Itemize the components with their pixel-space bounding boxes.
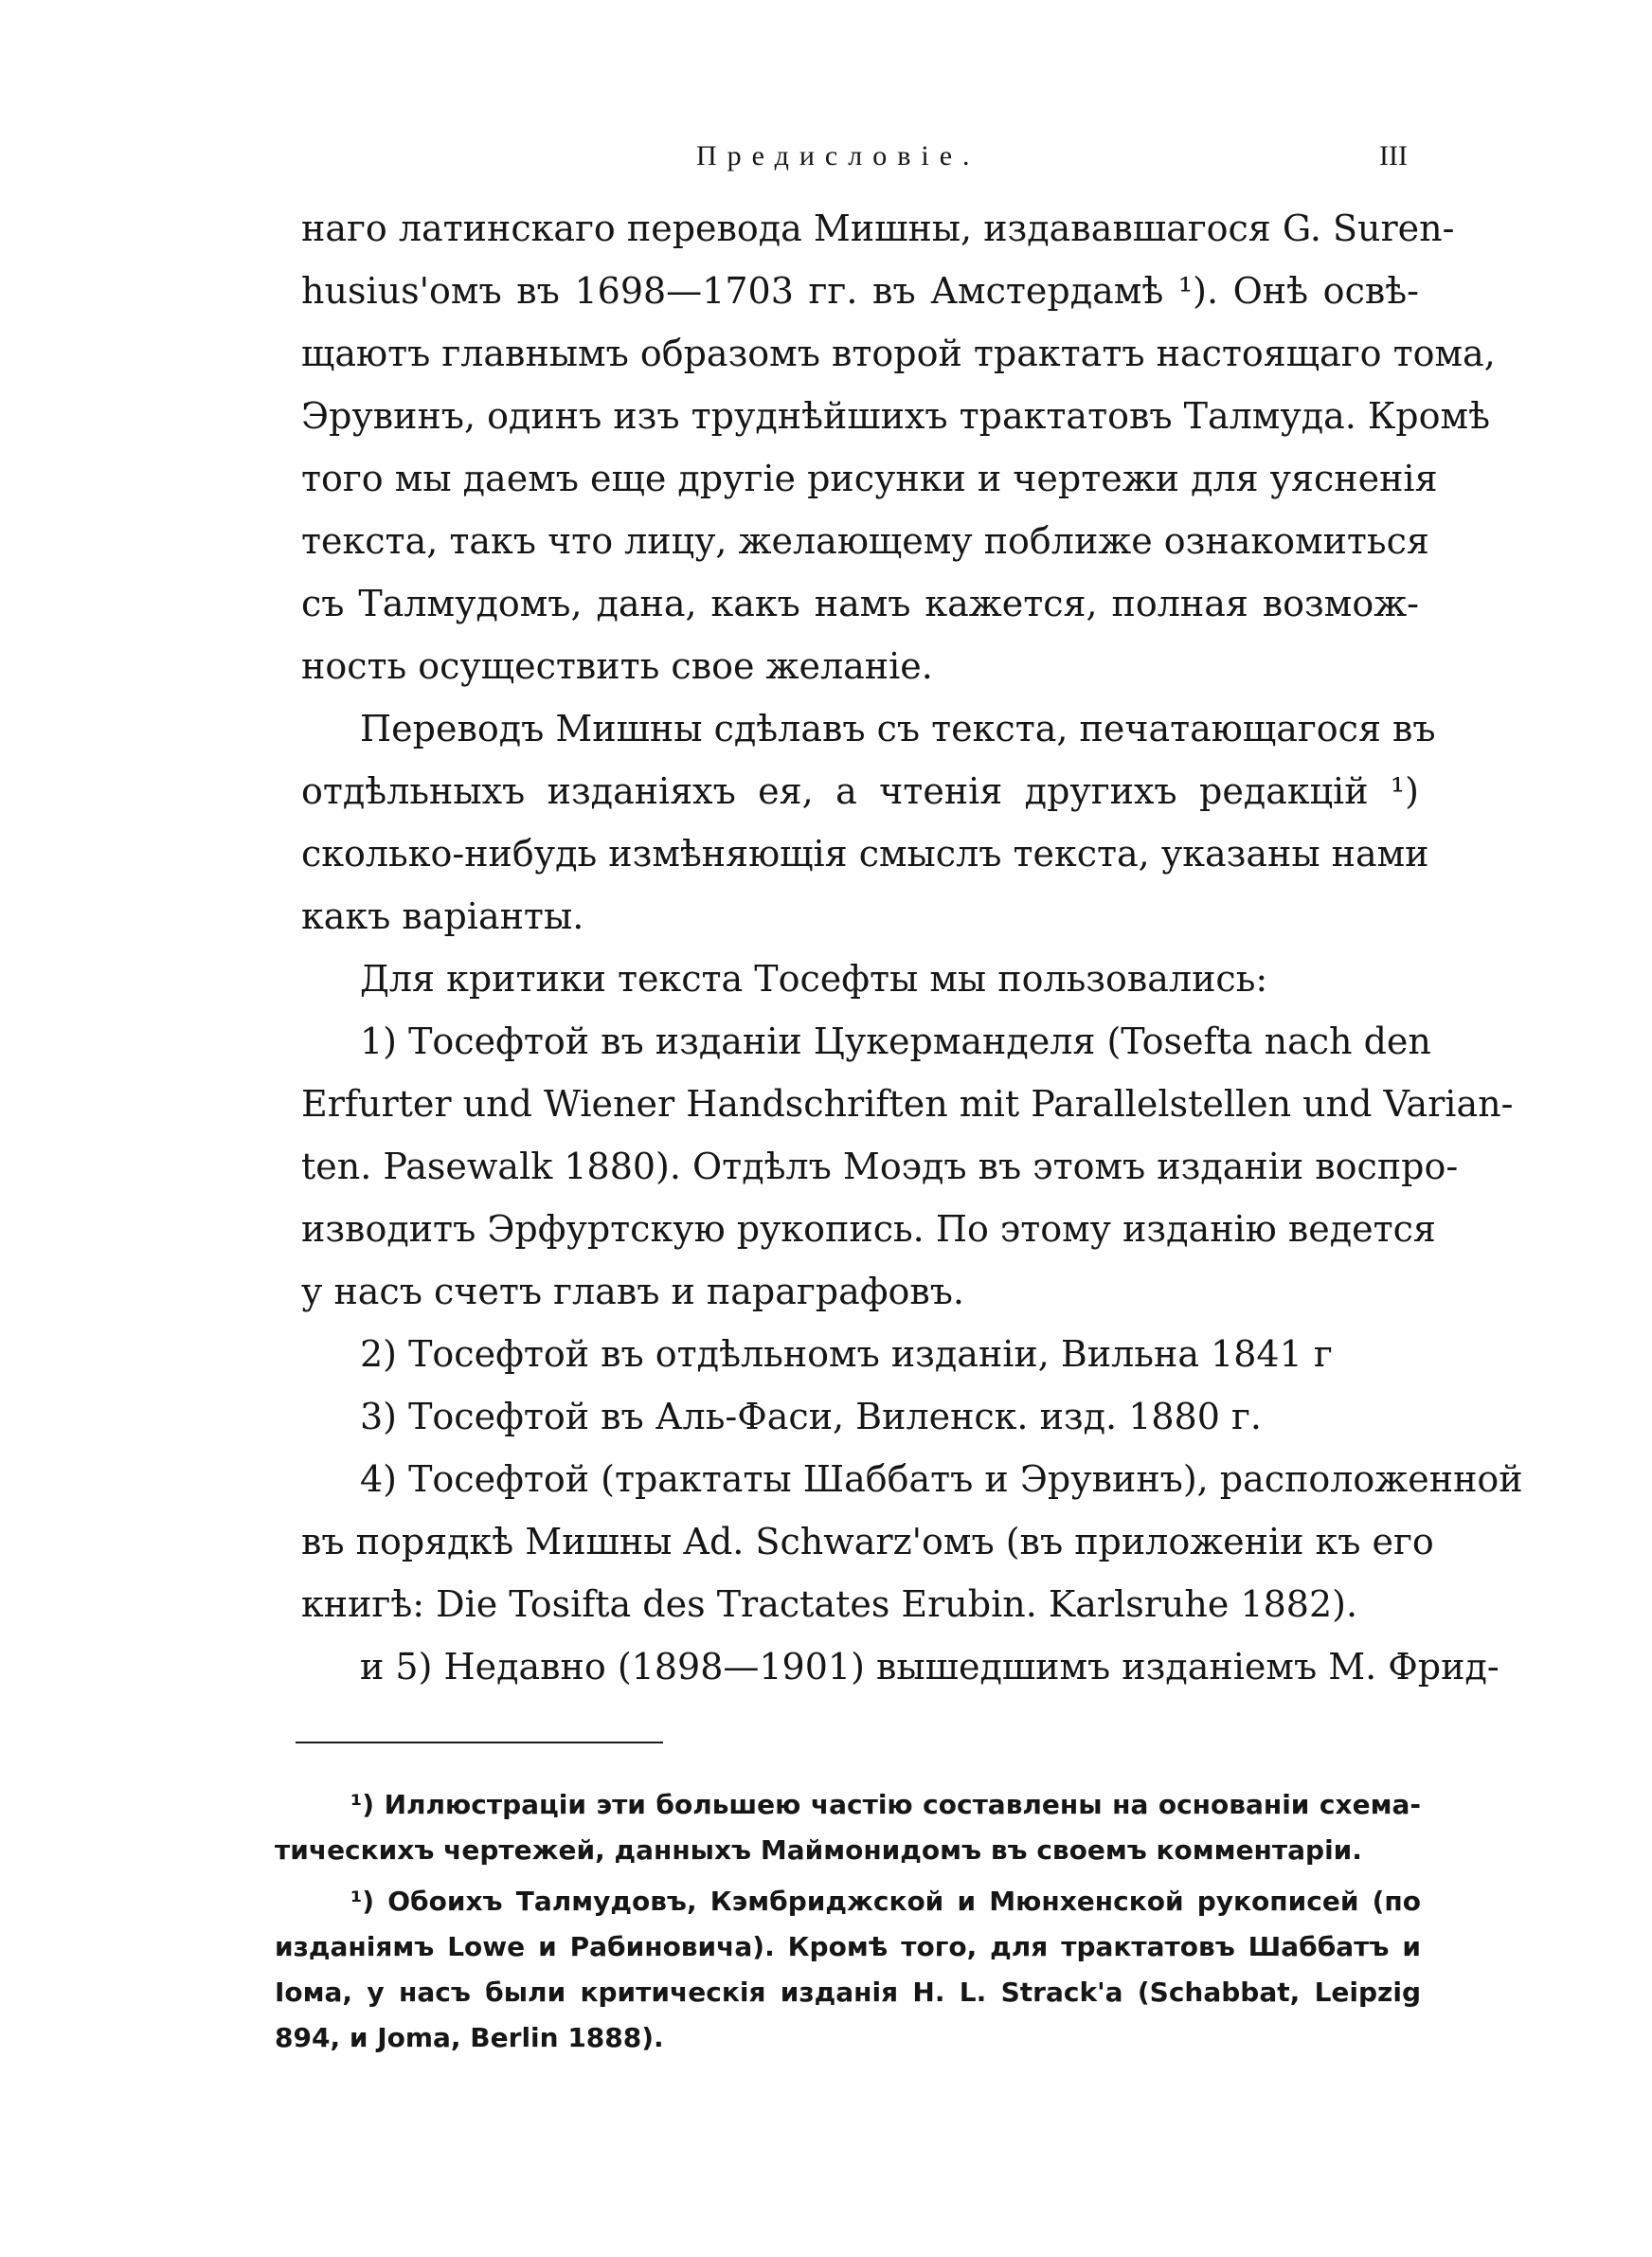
text-line: ность осуществить свое желаніе.: [301, 645, 933, 687]
text-line: Для критики текста Тосефты мы пользовались:: [360, 958, 1268, 1000]
text-line: husius'омъ въ 1698—1703 гг. въ Амстердамѣ ¹). Онѣ освѣ-: [301, 270, 1419, 312]
text-line: того мы даемъ еще другіе рисунки и чертежи для уясненія: [301, 458, 1438, 499]
text-line: Erfurter und Wiener Handschriften mit Parallelstellen und Varian-: [301, 1083, 1514, 1125]
text-line: у насъ счетъ главъ и параграфовъ.: [301, 1271, 965, 1312]
text-line: 1) Тосефтой въ изданіи Цукерманделя (Tosefta nach den: [360, 1020, 1431, 1062]
text-line: въ порядкѣ Мишны Ad. Schwarz'омъ (въ приложеніи къ его: [301, 1521, 1434, 1562]
footnote-divider: [296, 1742, 663, 1743]
text-line: ten. Pasewalk 1880). Отдѣлъ Моэдъ въ этомъ изданіи воспро-: [301, 1146, 1459, 1187]
text-line: сколько-нибудь измѣняющія смыслъ текста, указаны нами: [301, 833, 1429, 875]
text-line: Переводъ Мишны сдѣлавъ съ текста, печатающагося въ: [360, 708, 1436, 749]
text-line: 4) Тосефтой (трактаты Шаббатъ и Эрувинъ), расположенной: [360, 1458, 1523, 1500]
page-number: III: [1379, 140, 1408, 172]
text-line: текста, такъ что лицу, желающему поближе ознакомиться: [301, 520, 1429, 562]
text-line: изводитъ Эрфуртскую рукопись. По этому изданію ведется: [301, 1208, 1436, 1250]
text-line: книгѣ: Die Tosifta des Tractates Erubin. Karlsruhe 1882).: [301, 1583, 1358, 1625]
footnote-line: ¹) Иллюстраціи эти большею частію составлены на основаніи схема-: [350, 1789, 1421, 1820]
text-line: Эрувинъ, одинъ изъ труднѣйшихъ трактатовъ Талмуда. Кромѣ: [301, 395, 1490, 437]
text-line: 3) Тосефтой въ Аль-Фаси, Виленск. изд. 1880 г.: [360, 1396, 1262, 1437]
footnote-line: 894, и Joma, Berlin 1888).: [275, 2022, 664, 2053]
text-line: и 5) Недавно (1898—1901) вышедшимъ изданіемъ М. Фрид-: [360, 1646, 1499, 1688]
text-line: наго латинскаго перевода Мишны, издававшагося G. Suren-: [301, 208, 1455, 249]
footnote-line: ¹) Обоихъ Талмудовъ, Кэмбриджской и Мюнхенской рукописей (по: [350, 1886, 1421, 1917]
text-line: какъ варіанты.: [301, 895, 584, 937]
running-title: Предисловіе.: [696, 140, 980, 172]
text-line: щаютъ главнымъ образомъ второй трактатъ настоящаго тома,: [301, 333, 1496, 374]
text-line: съ Талмудомъ, дана, какъ намъ кажется, полная возмож-: [301, 583, 1419, 624]
footnote-line: изданіямъ Lowe и Рабиновича). Кромѣ того, для трактатовъ Шаббатъ и: [275, 1931, 1421, 1962]
text-line: 2) Тосефтой въ отдѣльномъ изданіи, Вильна 1841 г: [360, 1333, 1333, 1375]
text-line: отдѣльныхъ изданіяхъ ея, а чтенія другихъ редакцій ¹): [301, 770, 1419, 812]
footnote-line: Іома, у насъ были критическія изданія H. L. Strack'a (Schabbat, Leipzig: [275, 1977, 1421, 2008]
footnote-line: тическихъ чертежей, данныхъ Маймонидомъ въ своемъ комментаріи.: [275, 1834, 1362, 1866]
